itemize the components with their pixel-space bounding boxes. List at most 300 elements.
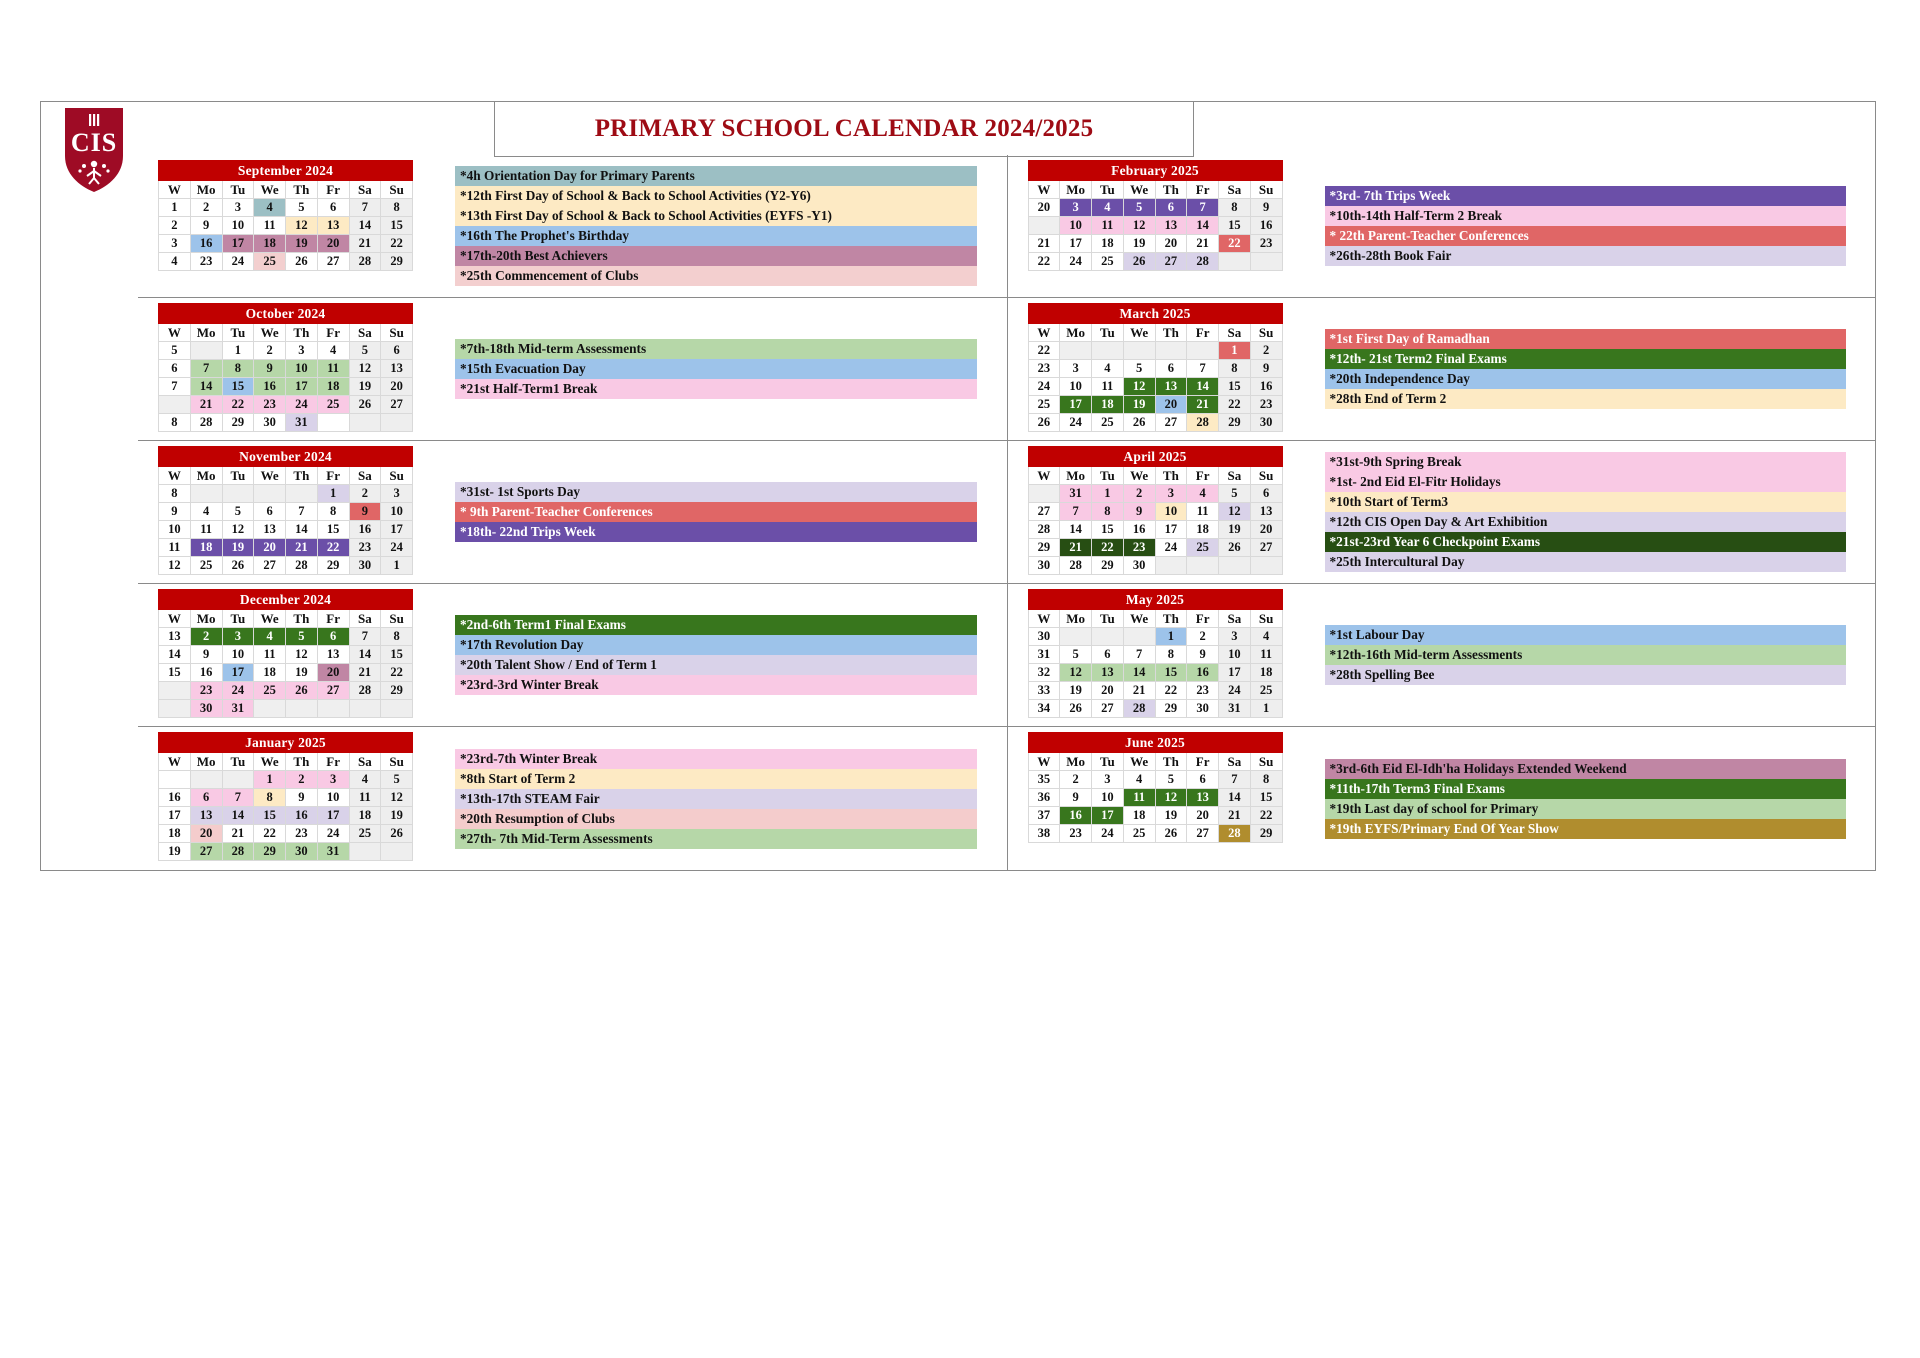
day-cell[interactable]: 27 xyxy=(1250,539,1282,557)
day-cell[interactable]: 18 xyxy=(254,235,286,253)
day-cell[interactable]: 21 xyxy=(349,664,381,682)
day-cell[interactable]: 7 xyxy=(1123,646,1155,664)
day-cell[interactable]: 9 xyxy=(1250,360,1282,378)
day-cell[interactable]: 16 xyxy=(1250,217,1282,235)
day-cell[interactable]: 3 xyxy=(1092,771,1124,789)
day-cell[interactable]: 8 xyxy=(1092,503,1124,521)
day-cell[interactable]: 26 xyxy=(1123,414,1155,432)
day-cell[interactable]: 4 xyxy=(1123,771,1155,789)
day-cell[interactable]: 12 xyxy=(1060,664,1092,682)
day-cell[interactable]: 3 xyxy=(1219,628,1251,646)
day-cell[interactable]: 12 xyxy=(349,360,381,378)
day-cell[interactable]: 31 xyxy=(1219,700,1251,718)
day-cell[interactable]: 6 xyxy=(1187,771,1219,789)
day-cell[interactable]: 8 xyxy=(317,503,349,521)
day-cell[interactable]: 12 xyxy=(381,789,413,807)
day-cell[interactable]: 30 xyxy=(349,557,381,575)
day-cell[interactable]: 28 xyxy=(1219,825,1251,843)
day-cell[interactable]: 29 xyxy=(1219,414,1251,432)
day-cell[interactable]: 1 xyxy=(222,342,254,360)
day-cell[interactable]: 31 xyxy=(286,414,318,432)
day-cell[interactable]: 1 xyxy=(1092,485,1124,503)
day-cell[interactable]: 18 xyxy=(317,378,349,396)
day-cell[interactable]: 13 xyxy=(1187,789,1219,807)
day-cell[interactable]: 10 xyxy=(286,360,318,378)
day-cell[interactable]: 22 xyxy=(254,825,286,843)
day-cell[interactable]: 11 xyxy=(190,521,222,539)
day-cell[interactable]: 18 xyxy=(1123,807,1155,825)
day-cell[interactable]: 4 xyxy=(1092,199,1124,217)
day-cell[interactable]: 19 xyxy=(1123,235,1155,253)
day-cell[interactable]: 14 xyxy=(1060,521,1092,539)
day-cell[interactable]: 3 xyxy=(1060,199,1092,217)
day-cell[interactable]: 15 xyxy=(1219,217,1251,235)
day-cell[interactable]: 5 xyxy=(286,199,318,217)
day-cell[interactable]: 23 xyxy=(1250,235,1282,253)
day-cell[interactable]: 12 xyxy=(286,217,318,235)
day-cell[interactable]: 22 xyxy=(222,396,254,414)
day-cell[interactable]: 28 xyxy=(190,414,222,432)
day-cell[interactable]: 4 xyxy=(1250,628,1282,646)
day-cell[interactable]: 13 xyxy=(1092,664,1124,682)
day-cell[interactable]: 26 xyxy=(1123,253,1155,271)
day-cell[interactable]: 5 xyxy=(1123,360,1155,378)
day-cell[interactable] xyxy=(1092,342,1124,360)
day-cell[interactable]: 20 xyxy=(317,235,349,253)
day-cell[interactable]: 7 xyxy=(1219,771,1251,789)
day-cell[interactable]: 24 xyxy=(1219,682,1251,700)
day-cell[interactable]: 26 xyxy=(1219,539,1251,557)
day-cell[interactable]: 16 xyxy=(1123,521,1155,539)
day-cell[interactable]: 7 xyxy=(1187,199,1219,217)
day-cell[interactable]: 14 xyxy=(1187,378,1219,396)
day-cell[interactable]: 8 xyxy=(381,199,413,217)
day-cell[interactable]: 26 xyxy=(349,396,381,414)
day-cell[interactable]: 16 xyxy=(190,235,222,253)
day-cell[interactable]: 21 xyxy=(1060,539,1092,557)
day-cell[interactable]: 22 xyxy=(381,664,413,682)
day-cell[interactable]: 19 xyxy=(1123,396,1155,414)
day-cell[interactable]: 20 xyxy=(1187,807,1219,825)
day-cell[interactable]: 26 xyxy=(1060,700,1092,718)
day-cell[interactable]: 11 xyxy=(1187,503,1219,521)
day-cell[interactable]: 23 xyxy=(190,253,222,271)
day-cell[interactable]: 31 xyxy=(1060,485,1092,503)
day-cell[interactable]: 23 xyxy=(349,539,381,557)
day-cell[interactable]: 8 xyxy=(1250,771,1282,789)
day-cell[interactable]: 5 xyxy=(1219,485,1251,503)
day-cell[interactable]: 29 xyxy=(317,557,349,575)
day-cell[interactable]: 7 xyxy=(222,789,254,807)
day-cell[interactable]: 2 xyxy=(1123,485,1155,503)
day-cell[interactable]: 5 xyxy=(286,628,318,646)
day-cell[interactable]: 18 xyxy=(1250,664,1282,682)
day-cell[interactable]: 9 xyxy=(190,646,222,664)
day-cell[interactable]: 15 xyxy=(222,378,254,396)
day-cell[interactable]: 23 xyxy=(190,682,222,700)
day-cell[interactable]: 2 xyxy=(190,199,222,217)
day-cell[interactable]: 15 xyxy=(1092,521,1124,539)
day-cell[interactable]: 11 xyxy=(254,217,286,235)
day-cell[interactable]: 7 xyxy=(1187,360,1219,378)
day-cell[interactable]: 30 xyxy=(190,700,222,718)
day-cell[interactable]: 17 xyxy=(286,378,318,396)
day-cell[interactable]: 25 xyxy=(1187,539,1219,557)
day-cell[interactable]: 17 xyxy=(1060,235,1092,253)
day-cell[interactable] xyxy=(1187,557,1219,575)
day-cell[interactable]: 6 xyxy=(190,789,222,807)
day-cell[interactable]: 7 xyxy=(1060,503,1092,521)
day-cell[interactable]: 6 xyxy=(254,503,286,521)
day-cell[interactable]: 14 xyxy=(1123,664,1155,682)
day-cell[interactable]: 6 xyxy=(1155,199,1187,217)
day-cell[interactable]: 6 xyxy=(381,342,413,360)
day-cell[interactable]: 2 xyxy=(1250,342,1282,360)
day-cell[interactable] xyxy=(254,700,286,718)
day-cell[interactable]: 13 xyxy=(254,521,286,539)
day-cell[interactable] xyxy=(1219,253,1251,271)
day-cell[interactable]: 10 xyxy=(1092,789,1124,807)
day-cell[interactable]: 4 xyxy=(254,199,286,217)
day-cell[interactable]: 1 xyxy=(317,485,349,503)
day-cell[interactable]: 1 xyxy=(254,771,286,789)
day-cell[interactable]: 20 xyxy=(1155,396,1187,414)
day-cell[interactable]: 2 xyxy=(254,342,286,360)
day-cell[interactable]: 1 xyxy=(381,557,413,575)
day-cell[interactable]: 4 xyxy=(349,771,381,789)
day-cell[interactable]: 18 xyxy=(190,539,222,557)
day-cell[interactable] xyxy=(349,843,381,861)
day-cell[interactable]: 11 xyxy=(1092,217,1124,235)
day-cell[interactable] xyxy=(349,414,381,432)
day-cell[interactable]: 8 xyxy=(1219,199,1251,217)
day-cell[interactable]: 9 xyxy=(190,217,222,235)
day-cell[interactable]: 21 xyxy=(222,825,254,843)
day-cell[interactable]: 29 xyxy=(254,843,286,861)
day-cell[interactable]: 15 xyxy=(381,646,413,664)
day-cell[interactable]: 22 xyxy=(1219,235,1251,253)
day-cell[interactable]: 10 xyxy=(222,646,254,664)
day-cell[interactable]: 22 xyxy=(1092,539,1124,557)
day-cell[interactable]: 9 xyxy=(1187,646,1219,664)
day-cell[interactable]: 10 xyxy=(1060,378,1092,396)
day-cell[interactable]: 5 xyxy=(1155,771,1187,789)
day-cell[interactable] xyxy=(1092,628,1124,646)
day-cell[interactable]: 28 xyxy=(1187,253,1219,271)
day-cell[interactable]: 20 xyxy=(381,378,413,396)
day-cell[interactable]: 11 xyxy=(1092,378,1124,396)
day-cell[interactable] xyxy=(381,700,413,718)
day-cell[interactable]: 23 xyxy=(1187,682,1219,700)
day-cell[interactable] xyxy=(1219,557,1251,575)
day-cell[interactable]: 23 xyxy=(286,825,318,843)
day-cell[interactable] xyxy=(1123,342,1155,360)
day-cell[interactable]: 15 xyxy=(381,217,413,235)
day-cell[interactable]: 6 xyxy=(1155,360,1187,378)
day-cell[interactable]: 1 xyxy=(1155,628,1187,646)
day-cell[interactable]: 18 xyxy=(349,807,381,825)
day-cell[interactable]: 23 xyxy=(1060,825,1092,843)
day-cell[interactable]: 14 xyxy=(1187,217,1219,235)
day-cell[interactable] xyxy=(1123,628,1155,646)
day-cell[interactable]: 17 xyxy=(1092,807,1124,825)
day-cell[interactable]: 19 xyxy=(222,539,254,557)
day-cell[interactable]: 10 xyxy=(1060,217,1092,235)
day-cell[interactable]: 16 xyxy=(190,664,222,682)
day-cell[interactable] xyxy=(381,843,413,861)
day-cell[interactable]: 28 xyxy=(1187,414,1219,432)
day-cell[interactable]: 22 xyxy=(381,235,413,253)
day-cell[interactable]: 4 xyxy=(1092,360,1124,378)
day-cell[interactable]: 20 xyxy=(254,539,286,557)
day-cell[interactable]: 26 xyxy=(1155,825,1187,843)
day-cell[interactable]: 21 xyxy=(1219,807,1251,825)
day-cell[interactable]: 19 xyxy=(1155,807,1187,825)
day-cell[interactable]: 15 xyxy=(254,807,286,825)
day-cell[interactable]: 24 xyxy=(222,253,254,271)
day-cell[interactable]: 25 xyxy=(1123,825,1155,843)
day-cell[interactable]: 8 xyxy=(222,360,254,378)
day-cell[interactable]: 5 xyxy=(1123,199,1155,217)
day-cell[interactable]: 13 xyxy=(1250,503,1282,521)
day-cell[interactable]: 31 xyxy=(317,843,349,861)
day-cell[interactable] xyxy=(222,485,254,503)
day-cell[interactable]: 17 xyxy=(1219,664,1251,682)
day-cell[interactable]: 4 xyxy=(190,503,222,521)
day-cell[interactable]: 9 xyxy=(1123,503,1155,521)
day-cell[interactable]: 3 xyxy=(286,342,318,360)
day-cell[interactable]: 28 xyxy=(1123,700,1155,718)
day-cell[interactable]: 18 xyxy=(254,664,286,682)
day-cell[interactable]: 12 xyxy=(1155,789,1187,807)
day-cell[interactable]: 16 xyxy=(1250,378,1282,396)
day-cell[interactable]: 8 xyxy=(1219,360,1251,378)
day-cell[interactable]: 31 xyxy=(222,700,254,718)
day-cell[interactable]: 30 xyxy=(1250,414,1282,432)
day-cell[interactable]: 21 xyxy=(1187,235,1219,253)
day-cell[interactable]: 17 xyxy=(222,235,254,253)
day-cell[interactable]: 15 xyxy=(1250,789,1282,807)
day-cell[interactable]: 28 xyxy=(222,843,254,861)
day-cell[interactable]: 16 xyxy=(1060,807,1092,825)
day-cell[interactable]: 27 xyxy=(190,843,222,861)
day-cell[interactable]: 6 xyxy=(317,199,349,217)
day-cell[interactable] xyxy=(1250,253,1282,271)
day-cell[interactable]: 25 xyxy=(1250,682,1282,700)
day-cell[interactable]: 7 xyxy=(190,360,222,378)
day-cell[interactable]: 24 xyxy=(317,825,349,843)
day-cell[interactable]: 15 xyxy=(1219,378,1251,396)
day-cell[interactable]: 23 xyxy=(254,396,286,414)
day-cell[interactable]: 26 xyxy=(286,682,318,700)
day-cell[interactable]: 1 xyxy=(1219,342,1251,360)
day-cell[interactable]: 15 xyxy=(317,521,349,539)
day-cell[interactable]: 3 xyxy=(222,199,254,217)
day-cell[interactable]: 26 xyxy=(381,825,413,843)
day-cell[interactable]: 29 xyxy=(222,414,254,432)
day-cell[interactable]: 29 xyxy=(1092,557,1124,575)
day-cell[interactable]: 11 xyxy=(1250,646,1282,664)
day-cell[interactable]: 28 xyxy=(349,682,381,700)
day-cell[interactable]: 21 xyxy=(1123,682,1155,700)
day-cell[interactable]: 11 xyxy=(254,646,286,664)
day-cell[interactable]: 26 xyxy=(286,253,318,271)
day-cell[interactable] xyxy=(222,771,254,789)
day-cell[interactable]: 30 xyxy=(1123,557,1155,575)
day-cell[interactable]: 24 xyxy=(1092,825,1124,843)
day-cell[interactable]: 10 xyxy=(381,503,413,521)
day-cell[interactable]: 6 xyxy=(317,628,349,646)
day-cell[interactable]: 29 xyxy=(1155,700,1187,718)
day-cell[interactable]: 9 xyxy=(286,789,318,807)
day-cell[interactable]: 30 xyxy=(1187,700,1219,718)
day-cell[interactable]: 2 xyxy=(190,628,222,646)
day-cell[interactable]: 25 xyxy=(349,825,381,843)
day-cell[interactable]: 16 xyxy=(349,521,381,539)
day-cell[interactable]: 3 xyxy=(1060,360,1092,378)
day-cell[interactable]: 19 xyxy=(1219,521,1251,539)
day-cell[interactable]: 23 xyxy=(1250,396,1282,414)
day-cell[interactable]: 4 xyxy=(317,342,349,360)
day-cell[interactable]: 23 xyxy=(1123,539,1155,557)
day-cell[interactable]: 18 xyxy=(1187,521,1219,539)
day-cell[interactable]: 13 xyxy=(190,807,222,825)
day-cell[interactable]: 5 xyxy=(381,771,413,789)
day-cell[interactable]: 19 xyxy=(286,664,318,682)
day-cell[interactable]: 14 xyxy=(349,217,381,235)
day-cell[interactable]: 22 xyxy=(317,539,349,557)
day-cell[interactable]: 15 xyxy=(1155,664,1187,682)
day-cell[interactable]: 3 xyxy=(1155,485,1187,503)
day-cell[interactable]: 14 xyxy=(222,807,254,825)
day-cell[interactable] xyxy=(286,700,318,718)
day-cell[interactable]: 10 xyxy=(1155,503,1187,521)
day-cell[interactable]: 8 xyxy=(1155,646,1187,664)
day-cell[interactable]: 25 xyxy=(1092,414,1124,432)
day-cell[interactable]: 24 xyxy=(1060,414,1092,432)
day-cell[interactable]: 13 xyxy=(317,646,349,664)
day-cell[interactable]: 24 xyxy=(1155,539,1187,557)
day-cell[interactable]: 28 xyxy=(349,253,381,271)
day-cell[interactable]: 13 xyxy=(1155,378,1187,396)
day-cell[interactable]: 4 xyxy=(1187,485,1219,503)
day-cell[interactable]: 13 xyxy=(1155,217,1187,235)
day-cell[interactable] xyxy=(1060,342,1092,360)
day-cell[interactable]: 13 xyxy=(317,217,349,235)
day-cell[interactable]: 7 xyxy=(349,628,381,646)
day-cell[interactable]: 17 xyxy=(1060,396,1092,414)
day-cell[interactable]: 25 xyxy=(317,396,349,414)
day-cell[interactable] xyxy=(1187,342,1219,360)
day-cell[interactable]: 14 xyxy=(349,646,381,664)
day-cell[interactable]: 4 xyxy=(254,628,286,646)
day-cell[interactable]: 11 xyxy=(317,360,349,378)
day-cell[interactable]: 2 xyxy=(1060,771,1092,789)
day-cell[interactable]: 19 xyxy=(349,378,381,396)
day-cell[interactable]: 10 xyxy=(317,789,349,807)
day-cell[interactable]: 20 xyxy=(1250,521,1282,539)
day-cell[interactable]: 3 xyxy=(381,485,413,503)
day-cell[interactable]: 29 xyxy=(1250,825,1282,843)
day-cell[interactable]: 24 xyxy=(286,396,318,414)
day-cell[interactable]: 20 xyxy=(1092,682,1124,700)
day-cell[interactable]: 6 xyxy=(1250,485,1282,503)
day-cell[interactable]: 25 xyxy=(254,682,286,700)
day-cell[interactable]: 5 xyxy=(349,342,381,360)
day-cell[interactable]: 24 xyxy=(1060,253,1092,271)
day-cell[interactable]: 8 xyxy=(254,789,286,807)
day-cell[interactable]: 17 xyxy=(1155,521,1187,539)
day-cell[interactable]: 27 xyxy=(381,396,413,414)
day-cell[interactable]: 12 xyxy=(286,646,318,664)
day-cell[interactable] xyxy=(381,414,413,432)
day-cell[interactable]: 24 xyxy=(381,539,413,557)
day-cell[interactable]: 27 xyxy=(254,557,286,575)
day-cell[interactable]: 30 xyxy=(254,414,286,432)
day-cell[interactable]: 11 xyxy=(1123,789,1155,807)
day-cell[interactable]: 22 xyxy=(1155,682,1187,700)
day-cell[interactable]: 12 xyxy=(1219,503,1251,521)
day-cell[interactable]: 21 xyxy=(1187,396,1219,414)
day-cell[interactable]: 19 xyxy=(1060,682,1092,700)
day-cell[interactable]: 26 xyxy=(222,557,254,575)
day-cell[interactable]: 14 xyxy=(1219,789,1251,807)
day-cell[interactable]: 28 xyxy=(286,557,318,575)
day-cell[interactable]: 17 xyxy=(222,664,254,682)
day-cell[interactable]: 11 xyxy=(349,789,381,807)
day-cell[interactable] xyxy=(286,485,318,503)
day-cell[interactable]: 6 xyxy=(1092,646,1124,664)
day-cell[interactable]: 22 xyxy=(1250,807,1282,825)
day-cell[interactable] xyxy=(190,771,222,789)
day-cell[interactable]: 29 xyxy=(381,682,413,700)
day-cell[interactable]: 10 xyxy=(222,217,254,235)
day-cell[interactable]: 21 xyxy=(286,539,318,557)
day-cell[interactable]: 5 xyxy=(222,503,254,521)
day-cell[interactable]: 17 xyxy=(317,807,349,825)
day-cell[interactable]: 16 xyxy=(286,807,318,825)
day-cell[interactable] xyxy=(1155,342,1187,360)
day-cell[interactable]: 19 xyxy=(381,807,413,825)
day-cell[interactable]: 25 xyxy=(1092,253,1124,271)
day-cell[interactable]: 7 xyxy=(349,199,381,217)
day-cell[interactable]: 1 xyxy=(1250,700,1282,718)
day-cell[interactable]: 27 xyxy=(317,253,349,271)
day-cell[interactable]: 27 xyxy=(1092,700,1124,718)
day-cell[interactable]: 30 xyxy=(286,843,318,861)
day-cell[interactable]: 8 xyxy=(381,628,413,646)
day-cell[interactable]: 2 xyxy=(349,485,381,503)
day-cell[interactable]: 27 xyxy=(1155,253,1187,271)
day-cell[interactable] xyxy=(349,700,381,718)
day-cell[interactable]: 5 xyxy=(1060,646,1092,664)
day-cell[interactable]: 25 xyxy=(254,253,286,271)
day-cell[interactable]: 14 xyxy=(190,378,222,396)
day-cell[interactable] xyxy=(190,485,222,503)
day-cell[interactable]: 20 xyxy=(190,825,222,843)
day-cell[interactable]: 27 xyxy=(317,682,349,700)
day-cell[interactable]: 21 xyxy=(190,396,222,414)
day-cell[interactable] xyxy=(317,414,349,432)
day-cell[interactable]: 3 xyxy=(222,628,254,646)
day-cell[interactable] xyxy=(1060,628,1092,646)
day-cell[interactable]: 27 xyxy=(1187,825,1219,843)
day-cell[interactable]: 9 xyxy=(1250,199,1282,217)
day-cell[interactable]: 13 xyxy=(381,360,413,378)
day-cell[interactable]: 22 xyxy=(1219,396,1251,414)
day-cell[interactable]: 7 xyxy=(286,503,318,521)
day-cell[interactable]: 2 xyxy=(1187,628,1219,646)
